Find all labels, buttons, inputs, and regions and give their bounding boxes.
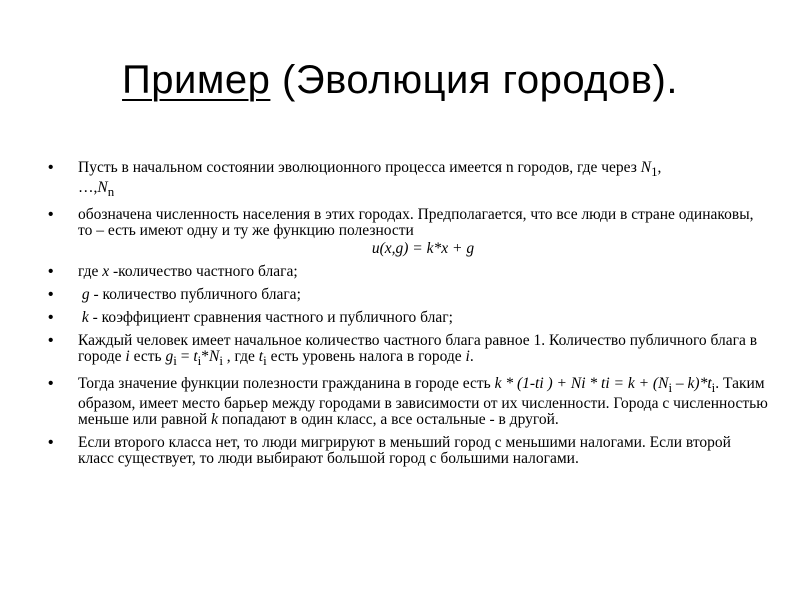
- bullet-text: , где: [222, 348, 259, 366]
- bullet-text: Пусть в начальном состоянии эволюционного процесса имеется n городов, где через: [78, 159, 641, 176]
- bullet-text: где: [78, 263, 103, 281]
- bullet-text: . Таким образом, имеет место барьер между городами в зависимости от их численности. Города с численностью меньше или равной: [78, 375, 768, 429]
- var-g: g: [81, 286, 90, 304]
- var-n: N: [640, 159, 652, 176]
- bullet-item: [48, 435, 768, 467]
- bullet-item: [48, 160, 768, 200]
- bullet-item: [48, 376, 768, 428]
- subscript: i: [173, 353, 177, 369]
- bullet-text: - количество публичного блага;: [89, 286, 301, 304]
- utility-formula: u(x,g) = k*x + g: [371, 240, 475, 258]
- bullet-item: [48, 333, 768, 369]
- bullet-text: ,: [657, 159, 662, 176]
- slide-title: [0, 52, 800, 108]
- var-n: N: [97, 179, 108, 197]
- bullet-text: Если второго класса нет, то люди мигрируют в меньший город с меньшими налогами. Если второй класс существует, то люди выбирают большой город с большими налогами.: [78, 434, 731, 468]
- var-n: N: [208, 348, 220, 366]
- subscript: n: [107, 184, 115, 200]
- bullet-text: попадают в один класс, а все остальные - в другой.: [218, 411, 559, 429]
- bullet-text: *: [201, 348, 209, 366]
- subscript: i: [263, 353, 267, 369]
- title-rest: (Эволюция городов).: [270, 58, 678, 102]
- subscript: i: [668, 380, 673, 396]
- bullet-text: Тогда значение функции полезности гражданина в городе есть: [78, 375, 495, 393]
- bullet-text: =: [176, 348, 194, 366]
- bullet-item: [48, 310, 768, 326]
- bullet-text: есть уровень налога в городе: [266, 348, 466, 366]
- bullet-text: есть: [129, 348, 166, 366]
- subscript: i: [197, 353, 202, 369]
- var-i: i: [125, 348, 130, 366]
- bullet-text: .: [469, 348, 474, 366]
- subscript: i: [711, 380, 716, 396]
- var-x: x: [102, 263, 110, 281]
- formula-part: – k)*t: [672, 375, 712, 393]
- title-underlined: Пример: [122, 58, 271, 102]
- bullet-text: - коэффициент сравнения частного и публичного благ;: [88, 309, 453, 327]
- bullet-text: …,: [78, 179, 98, 197]
- bullet-text: обозначена численность населения в этих городах. Предполагается, что все люди в стране одинаковы, то – есть имеют одну и ту же функцию полезности: [78, 206, 754, 240]
- var-g: g: [165, 348, 174, 366]
- var-t: t: [193, 348, 198, 366]
- bullet-text: Каждый человек имеет начальное количество частного блага равное 1. Количество публичного блага в городе: [78, 332, 758, 366]
- bullet-item: [48, 207, 768, 257]
- var-k: k: [211, 411, 218, 429]
- bullet-item: [48, 264, 768, 280]
- slide-body: [48, 160, 768, 474]
- bullet-text: -количество частного блага;: [109, 263, 298, 281]
- bullet-item: [48, 287, 768, 303]
- subscript: 1: [651, 164, 658, 180]
- var-i: i: [465, 348, 470, 366]
- var-t: t: [258, 348, 264, 366]
- subscript: i: [219, 353, 223, 369]
- formula-part: k * (1-ti ) + Ni * ti = k + (N: [494, 375, 669, 393]
- var-k: k: [81, 309, 89, 327]
